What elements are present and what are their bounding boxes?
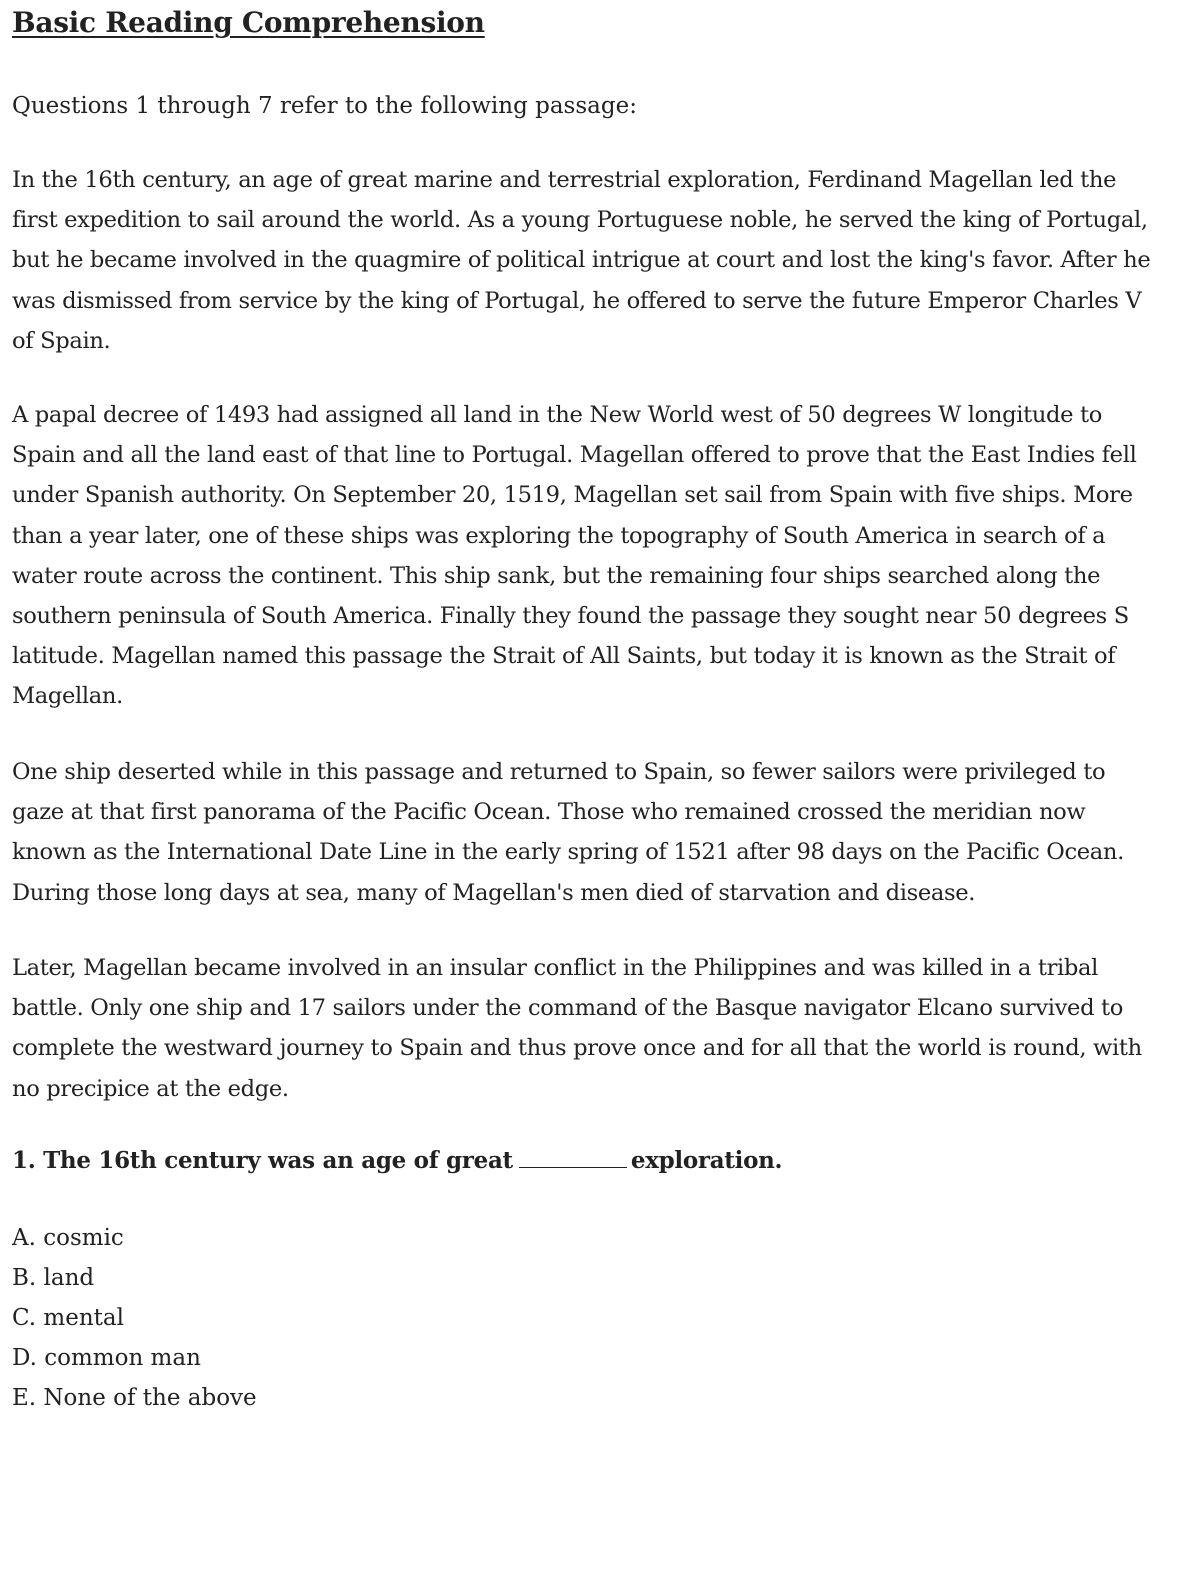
answer-blank [519, 1166, 627, 1168]
passage-paragraph-3: One ship deserted while in this passage and returned to Spain, so fewer sailors were privileged to gaze at that first panorama of the Pacific Ocean. Those who remained crossed the meridian now known as the International Date Line in the early spring of 1521 after 98 days on the Pacific Ocean. During those long days at sea, many of Magellan's men died of starvation and disease. [12, 759, 1124, 906]
passage-intro: Questions 1 through 7 refer to the following passage: [12, 93, 637, 119]
question-1-prefix: 1. The 16th century was an age of great [12, 1147, 513, 1174]
passage-paragraph-4: Later, Magellan became involved in an insular conflict in the Philippines and was killed in a tribal battle. Only one ship and 17 sailors under the command of the Basque navigator Elcano survived to complete the westward journey to Spain and thus prove once and for all that the world is round, with no precipice at the edge. [12, 955, 1142, 1102]
page-title: Basic Reading Comprehension [12, 6, 485, 39]
answer-option-a: A. cosmic [12, 1225, 124, 1251]
answer-options [12, 1218, 257, 1418]
passage-paragraph-2: A papal decree of 1493 had assigned all land in the New World west of 50 degrees W longitude to Spain and all the land east of that line to Portugal. Magellan offered to prove that the East Indies fell under Spanish authority. On September 20, 1519, Magellan set sail from Spain with five ships. More than a year later, one of these ships was exploring the topography of South America in search of a water route across the continent. This ship sank, but the remaining four ships searched along the southern peninsula of South America. Finally they found the passage they sought near 50 degrees S latitude. Magellan named this passage the Strait of All Saints, but today it is known as the Strait of Magellan. [12, 402, 1137, 710]
question-1-suffix: exploration. [630, 1147, 783, 1174]
answer-option-e: E. None of the above [12, 1385, 257, 1411]
passage-paragraph-1: In the 16th century, an age of great marine and terrestrial exploration, Ferdinand Magellan led the first expedition to sail around the world. As a young Portuguese noble, he served the king of Portugal, but he became involved in the quagmire of political intrigue at court and lost the king's favor. After he was dismissed from service by the king of Portugal, he offered to serve the future Emperor Charles V of Spain. [12, 167, 1151, 354]
answer-option-b: B. land [12, 1265, 95, 1291]
answer-option-d: D. common man [12, 1345, 201, 1371]
answer-option-c: C. mental [12, 1305, 124, 1331]
question-1 [12, 1143, 782, 1179]
